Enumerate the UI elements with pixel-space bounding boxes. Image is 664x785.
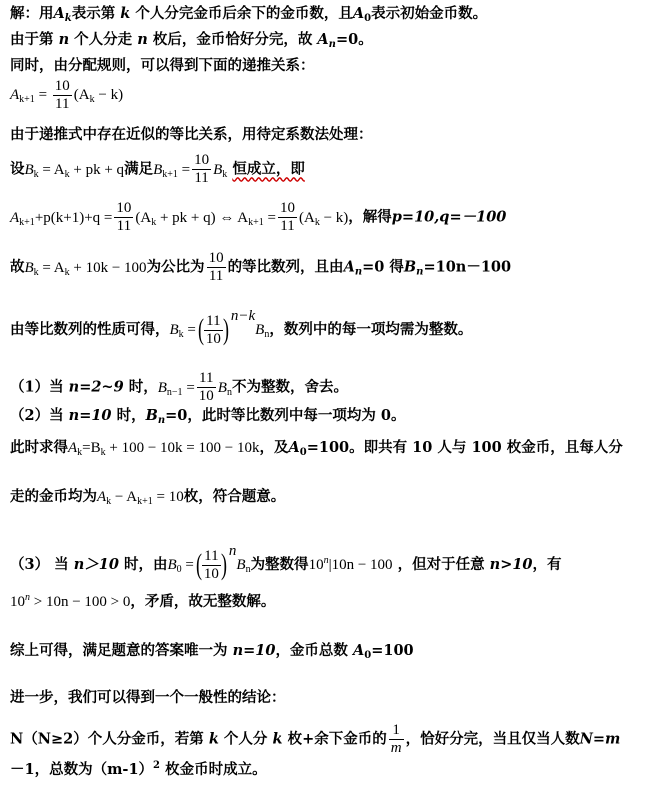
text-text-l15: ，矛盾，故无整数解。 [130, 593, 276, 610]
text-math-b-def: = A [38, 161, 65, 178]
text-text-l6-c: 恒成立，即 [232, 160, 305, 178]
text-math-pow10: 10 [308, 557, 324, 573]
text-math-eq-sign: = [183, 322, 196, 338]
text-text-l9-a: 由等比数列的性质可得， [10, 321, 170, 338]
text-text-l6-b: 满足 [124, 160, 154, 178]
text-math-A: A [10, 209, 20, 226]
text-math-sub-n: n [416, 266, 424, 278]
text-math-frac-10: 10 [203, 565, 219, 582]
line-12 [10, 438, 623, 458]
text-text-l14-e: ，但对于任意 [397, 556, 485, 573]
text-math-ineq: > 10n − 100 > 0 [30, 594, 131, 610]
text-math-sub-k: k [106, 496, 112, 507]
text-text-l18-a: N（N≥2）个人分金币，若第 [10, 730, 204, 748]
text-text-l17: 进一步，我们可以得到一个一般性的结论： [10, 689, 286, 706]
text-math-eq7-end-tail: − k) [319, 209, 349, 226]
text-math-eq7-right: = [263, 209, 276, 226]
text-text-l16-c: ，金币总数 [275, 642, 348, 659]
text-math-eq13-tail: = 10 [152, 489, 184, 505]
text-text-l13-b: 枚，符合题意。 [183, 488, 286, 505]
text-text-l19-c: 枚金币时成立。 [165, 761, 267, 778]
text-text-l12-a: 此时求得 [10, 439, 68, 456]
text-text-l10-d: 不为整数，舍去。 [231, 378, 348, 396]
text-math-sub-k: k [178, 329, 184, 340]
text-math-exp-n: n [25, 592, 30, 603]
text-math-sub-n: n [157, 415, 166, 426]
text-math-m: m [390, 740, 402, 756]
text-math-frac-11: 11 [202, 548, 221, 566]
text-math-sub-n: n [264, 329, 270, 340]
text-math-eq8-tail: + 10k − 100 [69, 259, 147, 276]
line-15 [10, 592, 275, 612]
text-math-B: B [403, 258, 417, 276]
text-math-exp-n: n [228, 543, 237, 559]
text-math-frac-10: 10 [198, 388, 214, 404]
text-math-sub-0: 0 [364, 650, 372, 661]
text-text-l1-d: 表示初始金币数。 [371, 5, 488, 22]
text-text-l18-e: N=m [579, 730, 621, 748]
text-text-l9-b: ，数列中的每一项均需为整数。 [269, 321, 473, 338]
text-math-A: A [343, 258, 355, 276]
text-math-frac-10: 10 [208, 250, 224, 266]
text-math-sub-0: 0 [364, 13, 372, 24]
line-14: （3） 当 n＞10 时，由$B_0$ =( $\frac{11}{10}$ ) $^nB_n$为整数得$10^n|10n - 100$ ，但对于任意 n>10，有 [10, 543, 562, 582]
text-text-l12-b: ，及 [259, 439, 289, 456]
text-math-eq7-end: (A [299, 209, 315, 226]
text-text-l2-d: =0。 [335, 31, 373, 48]
text-math-B: B [24, 161, 34, 178]
text-math-A: A [353, 642, 365, 659]
text-text-l8-c: 的等比数列，且由 [227, 258, 344, 276]
line-8 [10, 250, 511, 285]
text-text-l8-d: =0 得 [362, 258, 404, 276]
text-text-l1-c: 个人分完金币后余下的金币数，且 [135, 5, 353, 22]
text-math-B: B [213, 161, 223, 178]
text-text-l1-label: 解： [10, 5, 39, 22]
text-text-l19-a: －1，总数为（m-1） [10, 761, 154, 778]
line-6 [10, 152, 305, 187]
text-text-l11-b: n=10 [68, 407, 112, 424]
text-math-sub-n1: n−1 [166, 386, 183, 398]
text-math-frac-10: 10 [54, 78, 70, 94]
text-math-sub-0: 0 [299, 447, 307, 458]
text-math-n: n [58, 31, 70, 48]
line-17 [10, 688, 286, 708]
line-19 [10, 760, 267, 780]
text-text-l7-b: p=10,q=－100 [391, 208, 507, 226]
text-math-eq12: =B [82, 440, 101, 456]
text-math-B: B [145, 407, 158, 424]
text-math-div-expr: |10n − 100 [328, 557, 393, 573]
text-text-l8-e: =10n－100 [423, 258, 512, 276]
text-math-A: A [317, 31, 329, 48]
text-math-sub-0: 0 [176, 564, 182, 575]
text-math-n: n [137, 31, 148, 48]
text-math-sub-n: n [226, 386, 232, 398]
text-text-l11-d: =0，此时等比数列中每一项均为 0。 [165, 407, 406, 424]
text-math-sub-k: k [77, 447, 83, 458]
line-1 [10, 4, 487, 24]
text-text-l14-a: （3） 当 [10, 556, 69, 573]
text-math-k: k [208, 730, 219, 748]
text-text-l5: 由于递推式中存在近似的等比关系，用待定系数法处理： [10, 126, 373, 143]
text-math-eq-sign: = [34, 86, 48, 103]
text-math-B: B [24, 259, 34, 276]
text-math-sub-k: k [222, 168, 228, 180]
text-math-sub-k: k [100, 447, 106, 458]
line-2 [10, 30, 373, 50]
text-math-eq7-left: +p(k+1)+q = [34, 209, 113, 226]
text-text-l1-a: 用 [39, 5, 54, 22]
text-text-l14-d: 为整数得 [250, 556, 309, 573]
text-text-l12-c: =100。即共有 10 人与 100 枚金币，且每人分 [306, 439, 623, 456]
text-math-A: A [68, 440, 78, 456]
text-math-sub-k: k [151, 216, 157, 228]
text-math-frac-10: 10 [194, 152, 210, 168]
text-text-l11-c: 时， [116, 407, 146, 424]
text-math-sub-k: k [33, 266, 39, 278]
text-math-recur-tail: − k) [94, 86, 124, 103]
text-math-one: 1 [389, 722, 404, 740]
line-7 [10, 200, 506, 235]
text-math-B: B [255, 322, 265, 338]
text-math-sub-k: k [64, 168, 70, 180]
text-math-frac-10: 10 [116, 200, 132, 216]
text-math-frac-11: 11 [280, 218, 295, 234]
text-math-A: A [53, 5, 65, 22]
text-math-k: k [120, 5, 131, 22]
text-text-l16-b: n=10 [232, 642, 276, 659]
line-5 [10, 125, 373, 145]
text-math-frac-11: 11 [55, 96, 70, 112]
text-math-eq8: = A [38, 259, 65, 276]
text-math-frac-11: 11 [197, 370, 216, 388]
text-math-A: A [288, 439, 300, 456]
text-text-l1-b: 表示第 [71, 5, 116, 22]
text-math-frac-10: 10 [205, 330, 221, 347]
text-math-sub-n: n [328, 39, 336, 50]
text-text-l2-b: 个人分走 [74, 31, 133, 48]
text-text-l10-c: 时， [128, 378, 158, 396]
recurrence-formula [10, 78, 123, 113]
text-text-l18-d: ，恰好分完，当且仅当人数 [405, 730, 580, 748]
text-text-l13-a: 走的金币均为 [10, 488, 97, 505]
text-text-l14-b: n＞10 [73, 556, 119, 573]
line-11 [10, 406, 406, 426]
text-math-sub-n: n [354, 266, 363, 278]
text-text-l18-c: 枚+余下金币的 [287, 730, 387, 748]
text-math-sub-k1: k+1 [19, 216, 35, 228]
text-math-frac-11: 11 [116, 218, 132, 234]
text-math-B: B [157, 379, 167, 396]
text-math-B: B [236, 557, 246, 573]
text-math-eq-sign: = [181, 557, 194, 573]
text-math-sub-k: k [64, 13, 72, 24]
text-math-sub-k: k [33, 168, 39, 180]
text-math-sub-k1: k+1 [248, 216, 264, 228]
text-math-sub-k: k [64, 266, 70, 278]
text-math-frac-10: 10 [280, 200, 295, 216]
text-math-exp-nk: n−k [230, 308, 256, 324]
text-math-sub-k: k [89, 93, 95, 105]
text-math-pow10: 10 [10, 594, 25, 610]
text-text-l16-d: =100 [371, 642, 414, 659]
text-math-sub-k1: k+1 [137, 496, 153, 507]
text-math-eq7-mid-tail: + pk + q) ⇔ A [156, 209, 249, 226]
text-math-frac-11: 11 [204, 313, 223, 331]
line-18 [10, 722, 620, 757]
text-math-A: A [97, 489, 107, 505]
text-math-eq-sign: = [177, 161, 191, 178]
text-math-k: k [272, 730, 283, 748]
text-text-l2-c: 枚后，金币恰好分完，故 [152, 31, 313, 48]
text-math-A: A [10, 86, 20, 103]
text-math-B: B [167, 557, 177, 573]
text-math-minus: − A [111, 489, 138, 505]
text-math-recur-body: (A [73, 86, 90, 103]
text-math-frac-11: 11 [194, 170, 209, 186]
text-text-l14-g: ，有 [532, 556, 562, 573]
text-math-sub-k: k [314, 216, 320, 228]
text-text-l14-f: n>10 [489, 556, 533, 573]
text-text-l10-a: （1）当 [10, 378, 64, 396]
text-text-l6-a: 设 [10, 160, 25, 178]
text-math-sub-n: n [245, 564, 251, 575]
text-math-B: B [153, 161, 163, 178]
text-math-eq-sign: = [182, 379, 195, 396]
text-math-B: B [169, 322, 179, 338]
text-text-l16-a: 综上可得，满足题意的答案唯一为 [10, 642, 228, 659]
text-math-frac-11: 11 [208, 268, 224, 284]
text-text-l19-b: 2 [153, 760, 161, 771]
text-text-l7-a: ，解得 [348, 208, 392, 226]
text-math-sub-k1: k+1 [19, 93, 35, 105]
text-math-sub-k1: k+1 [162, 168, 178, 180]
text-math-b-def-tail: + pk + q [69, 161, 125, 178]
text-math-eq7-mid: (A [135, 209, 152, 226]
text-math-eq12-tail: + 100 − 10k = 100 − 10k [105, 440, 260, 456]
text-text-l14-c: 时，由 [124, 556, 168, 573]
line-10 [10, 370, 348, 405]
text-text-l8-a: 故 [10, 258, 25, 276]
text-text-l10-b: n=2~9 [68, 378, 124, 396]
line-9: 由等比数列的性质可得，$B_k$ =( $\frac{11}{10}$ ) $^{n-k}B_n$，数列中的每一项均需为整数。 [10, 308, 473, 347]
fraction-10-11 [53, 78, 72, 113]
line-3 [10, 56, 315, 76]
line-16 [10, 641, 414, 661]
text-math-A: A [352, 5, 365, 22]
text-text-l3: 同时，由分配规则，可以得到下面的递推关系： [10, 57, 315, 74]
text-text-l18-b: 个人分 [223, 730, 268, 748]
text-math-B: B [217, 379, 227, 396]
text-text-l11-a: （2）当 [10, 407, 64, 424]
text-math-exp-n: n [323, 555, 329, 566]
text-text-l2-a: 由于第 [10, 31, 54, 48]
text-text-l8-b: 为公比为 [146, 258, 205, 276]
line-13 [10, 487, 285, 507]
